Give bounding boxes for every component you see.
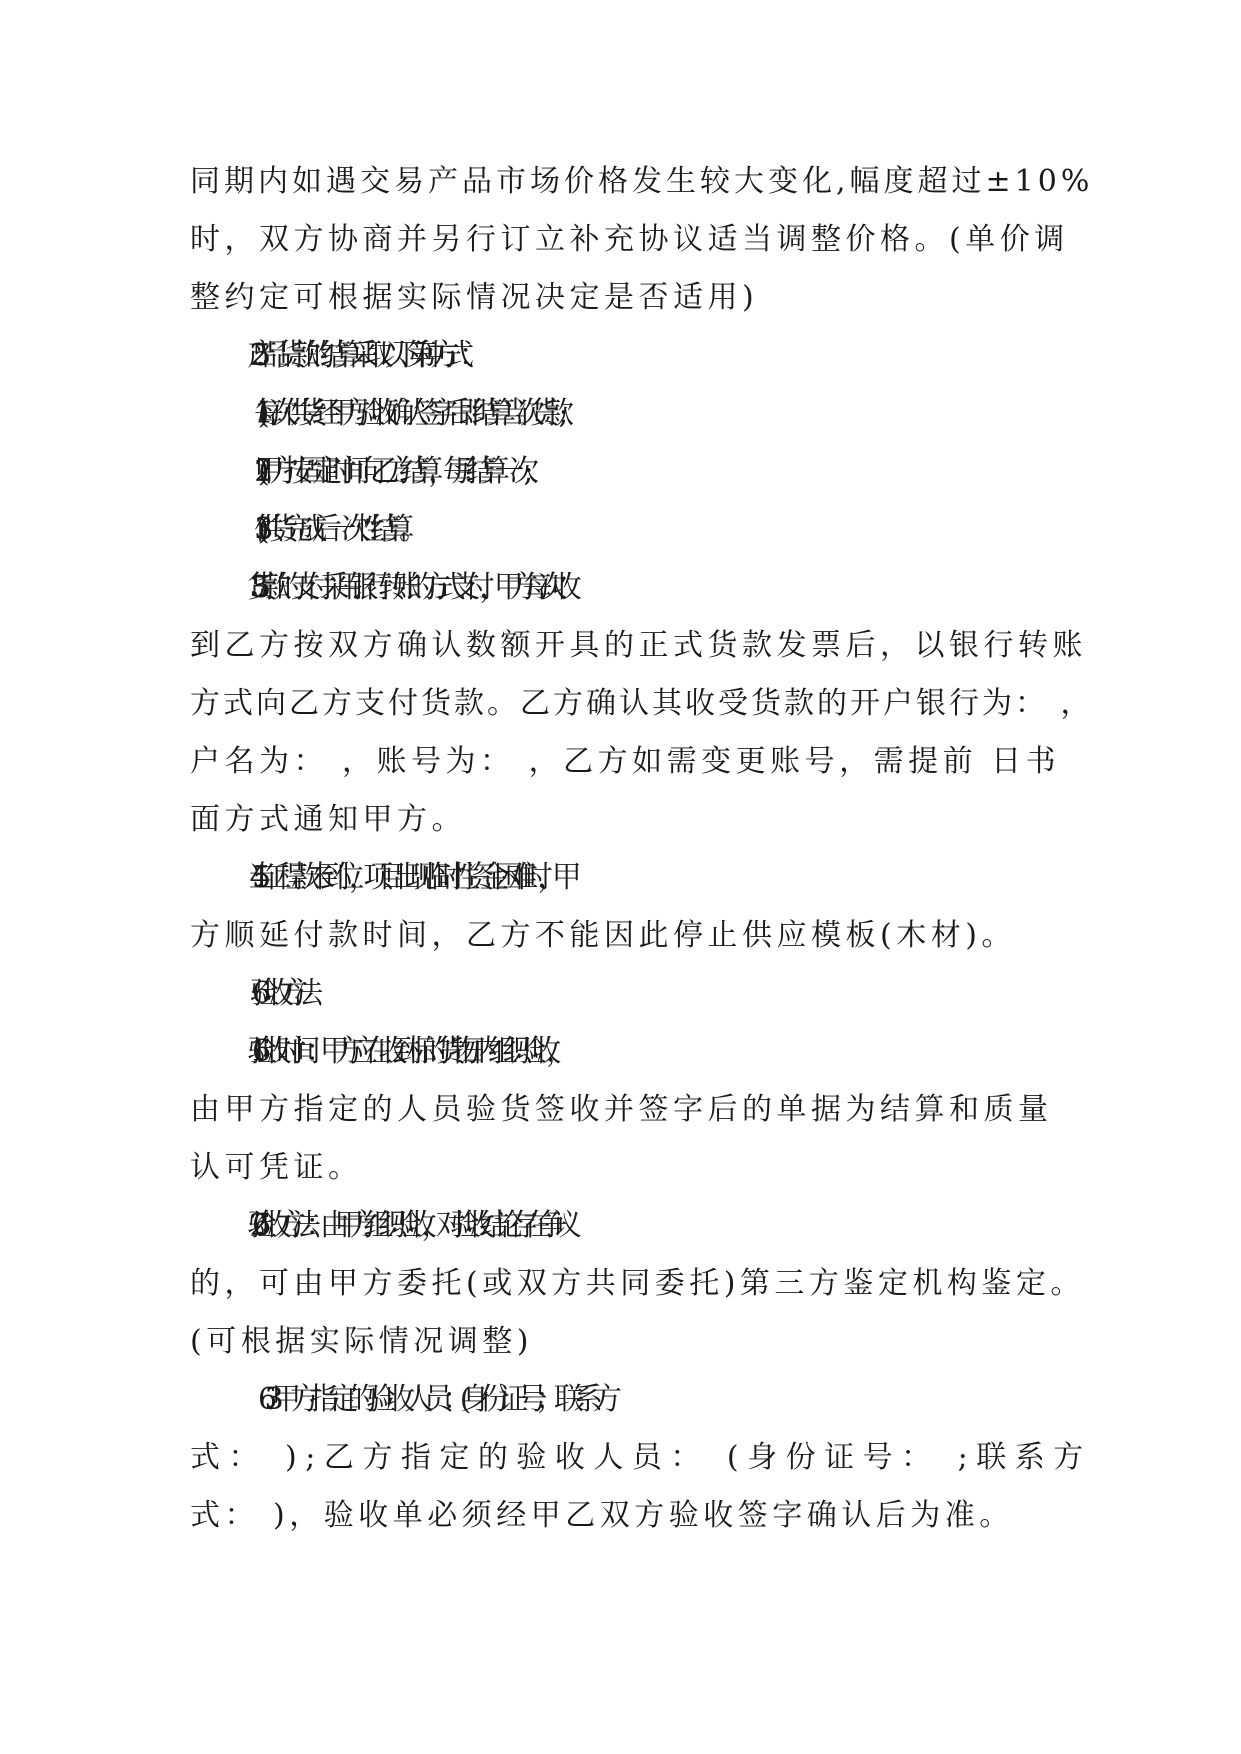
text-line: 方顺延付款时间，乙方不能因此停止供应模板(木材)。 (190, 918, 1016, 953)
option-item-3: (3)供货完成后一次性结算。 (258, 512, 414, 547)
text-line: 认可凭证。 (190, 1150, 363, 1185)
text-line: 由甲方指定的人员验货签收并签字后的单据为结算和质量 (190, 1092, 1053, 1127)
section-heading-5-4: 5.4 当工程款未到位，项目出现临时性资金困难时，甲 (252, 860, 567, 895)
section-heading-5-2: 5.2 产品货款的结算采取以下第 种方式： (252, 338, 474, 373)
section-heading-6: 6 验收方法 (252, 976, 308, 1011)
option-item-1: (1)每次供货经甲方验收确认签字后即结算当次货款; (258, 396, 554, 431)
text-line: 时，双方协商并另行订立补充协议适当调整价格。(单价调 (190, 222, 1069, 257)
text-line: 面方式通知甲方。 (190, 802, 466, 837)
text-line: 方式向乙方支付货款。乙方确认其收受货款的开户银行为： ， (190, 686, 1094, 721)
text-line: 户名为： ，账号为： ，乙方如需变更账号，需提前 日书 (190, 744, 1061, 779)
text-line: 式： )，验收单必须经甲乙双方验收签字确认后为准。 (190, 1498, 1014, 1533)
text-line: 的，可由甲方委托(或双方共同委托)第三方鉴定机构鉴定。 (190, 1266, 1085, 1301)
option-item-2: (2)甲方按固定时间向乙方结算，每 月结算一次; (258, 454, 519, 489)
text-line: 同期内如遇交易产品市场价格发生较大变化,幅度超过±10% (190, 164, 1094, 199)
text-line: 整约定可根据实际情况决定是否适用) (190, 280, 759, 315)
section-heading-5-3: 5.3 货款的支付采用银行转账的方式支付，甲方每次收 (252, 570, 567, 605)
text-line: (可根据实际情况调整) (190, 1324, 533, 1359)
text-line: 式： );乙方指定的验收人员： (身份证号： ;联系方 (190, 1440, 1092, 1475)
section-heading-6-2: 6.2 验收方法：由甲方组织验收，对验收结论存在争议 (252, 1208, 567, 1243)
text-line: 到乙方按双方确认数额开具的正式货款发票后，以银行转账 (190, 628, 1087, 663)
section-heading-6-1: 6.1 验收时间：甲方应在收到标的货物 日内组织验收， (252, 1034, 561, 1069)
section-heading-6-3: 6.3 甲方指定的验收人员： (身份证号 ；联系方 (258, 1382, 612, 1417)
